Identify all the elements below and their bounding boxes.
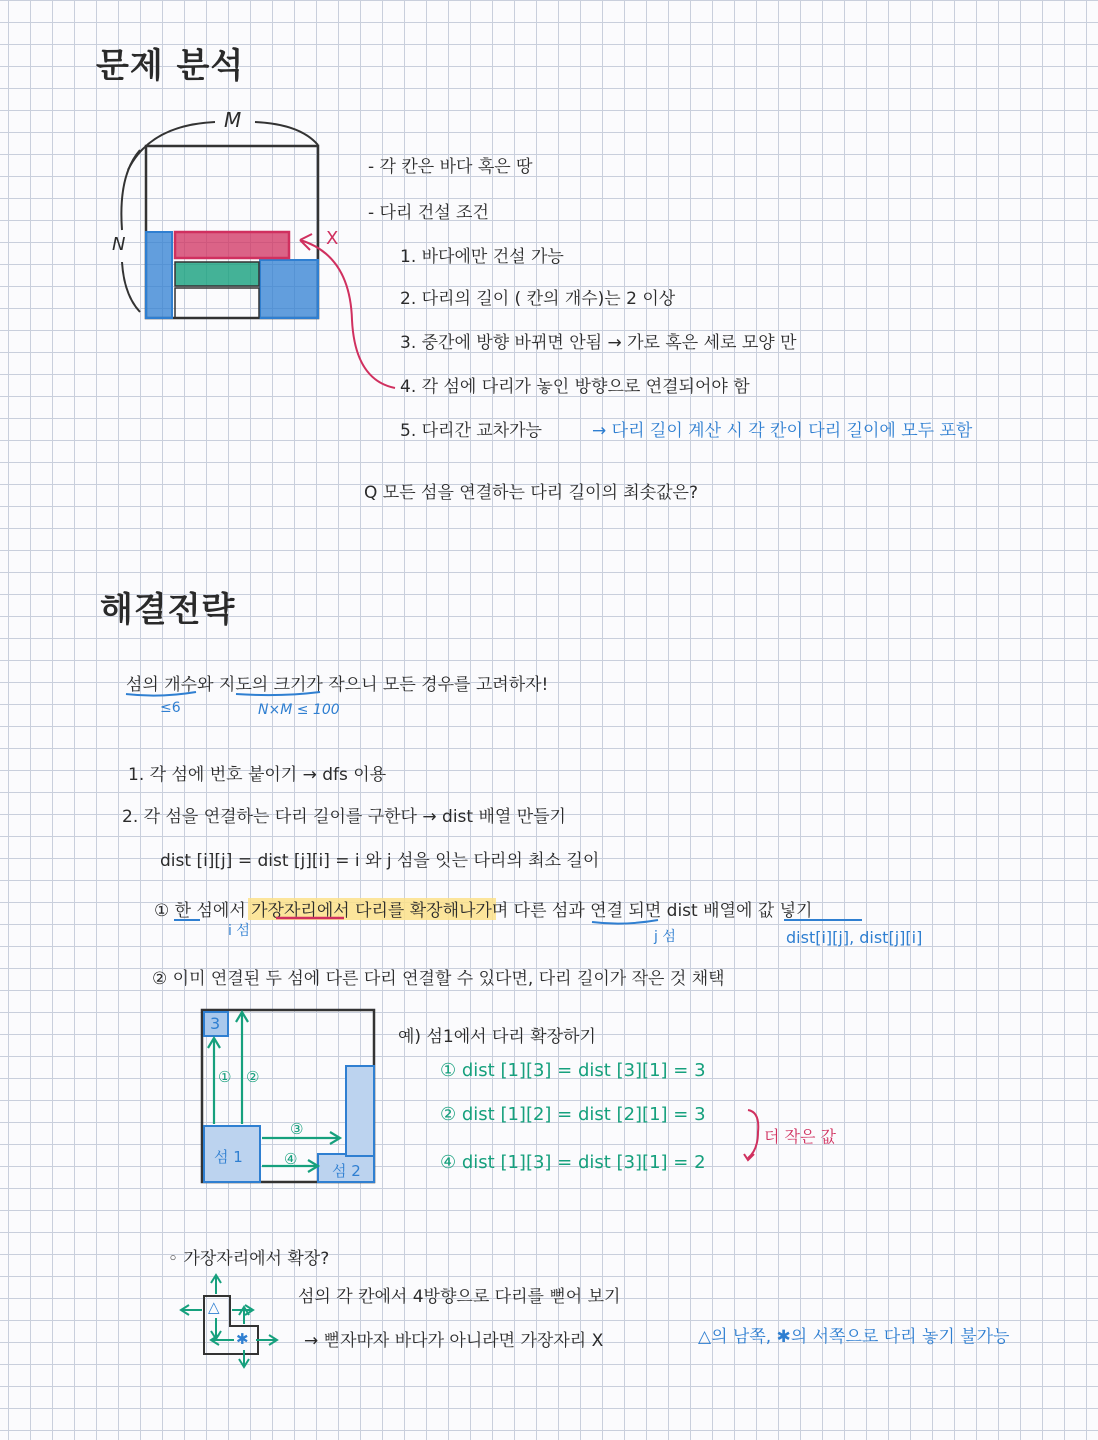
step-1: 1. 각 섬에 번호 붙이기 → dfs 이용 [128, 765, 387, 785]
edge-line-2: → 뻗자마자 바다가 아니라면 가장자리 X [304, 1331, 604, 1351]
condition-5-note: → 다리 길이 계산 시 각 칸이 다리 길이에 모두 포함 [592, 421, 973, 441]
edge-line-1: 섬의 각 칸에서 4방향으로 다리를 뻗어 보기 [298, 1287, 621, 1307]
sub1-dist: dist[i][j], dist[j][i] [786, 928, 923, 947]
title-analysis: 문제 분석 [96, 46, 245, 86]
title-strategy: 해결전략 [100, 590, 236, 630]
example-mark-4: ④ [284, 1150, 298, 1168]
label-m: M [224, 108, 242, 132]
example-title: 예) 섬1에서 다리 확장하기 [398, 1027, 596, 1047]
question: Q 모든 섬을 연결하는 다리 길이의 최솟값은? [364, 483, 699, 503]
star-icon: ✱ [236, 1330, 249, 1348]
example-mark-3: ③ [290, 1120, 304, 1138]
edge-title: ◦ 가장자리에서 확장? [168, 1249, 330, 1269]
condition-3: 3. 중간에 방향 바뀌면 안됨 → 가로 혹은 세로 모양 만 [400, 333, 797, 353]
label-n: N [112, 234, 126, 255]
note-map: N×M ≤ 100 [258, 702, 340, 718]
example-mark-1: ① [218, 1068, 232, 1086]
condition-1: 1. 바다에만 건설 가능 [400, 247, 564, 267]
sub1-j-island: j 섬 [654, 929, 676, 945]
note-islands: ≤6 [160, 700, 181, 716]
sub-step-1: ① 한 섬에서 가장자리에서 다리를 확장해나가며 다른 섬과 연결 되면 dist 배열에 값 넣기 [154, 901, 813, 921]
example-island2: 섬 2 [332, 1162, 361, 1180]
condition-cell: - 각 칸은 바다 혹은 땅 [368, 157, 533, 177]
edge-note: △의 남쪽, ✱의 서쪽으로 다리 놓기 불가능 [698, 1327, 1010, 1347]
example-eq2: ② dist [1][2] = dist [2][1] = 3 [440, 1104, 706, 1125]
smaller-value-note: 더 작은 값 [764, 1127, 836, 1146]
condition-5: 5. 다리간 교차가능 [400, 421, 542, 441]
example-island1: 섬 1 [214, 1148, 243, 1166]
sub-step-2: ② 이미 연결된 두 섬에 다른 다리 연결할 수 있다면, 다리 길이가 작은 것 채택 [152, 969, 725, 989]
condition-4: 4. 각 섬에 다리가 놓인 방향으로 연결되어야 함 [400, 377, 750, 397]
step-2: 2. 각 섬을 연결하는 다리 길이를 구한다 → dist 배열 만들기 [122, 807, 566, 827]
condition-header: - 다리 건설 조건 [368, 203, 489, 223]
dist-definition: dist [i][j] = dist [j][i] = i 와 j 섬을 잇는 다리의 최소 길이 [160, 851, 600, 871]
triangle-icon: △ [208, 1298, 220, 1316]
example-mark-2: ② [246, 1068, 260, 1086]
strategy-intro: 섬의 개수와 지도의 크기가 작으니 모든 경우를 고려하자! [126, 675, 549, 695]
example-eq3: ④ dist [1][3] = dist [3][1] = 2 [440, 1152, 706, 1173]
example-eq1: ① dist [1][3] = dist [3][1] = 3 [440, 1060, 706, 1081]
label-x: X [326, 228, 339, 249]
example-island3: 3 [210, 1014, 221, 1033]
condition-2: 2. 다리의 길이 ( 칸의 개수)는 2 이상 [400, 289, 676, 309]
sub1-i-island: i 섬 [228, 923, 250, 939]
